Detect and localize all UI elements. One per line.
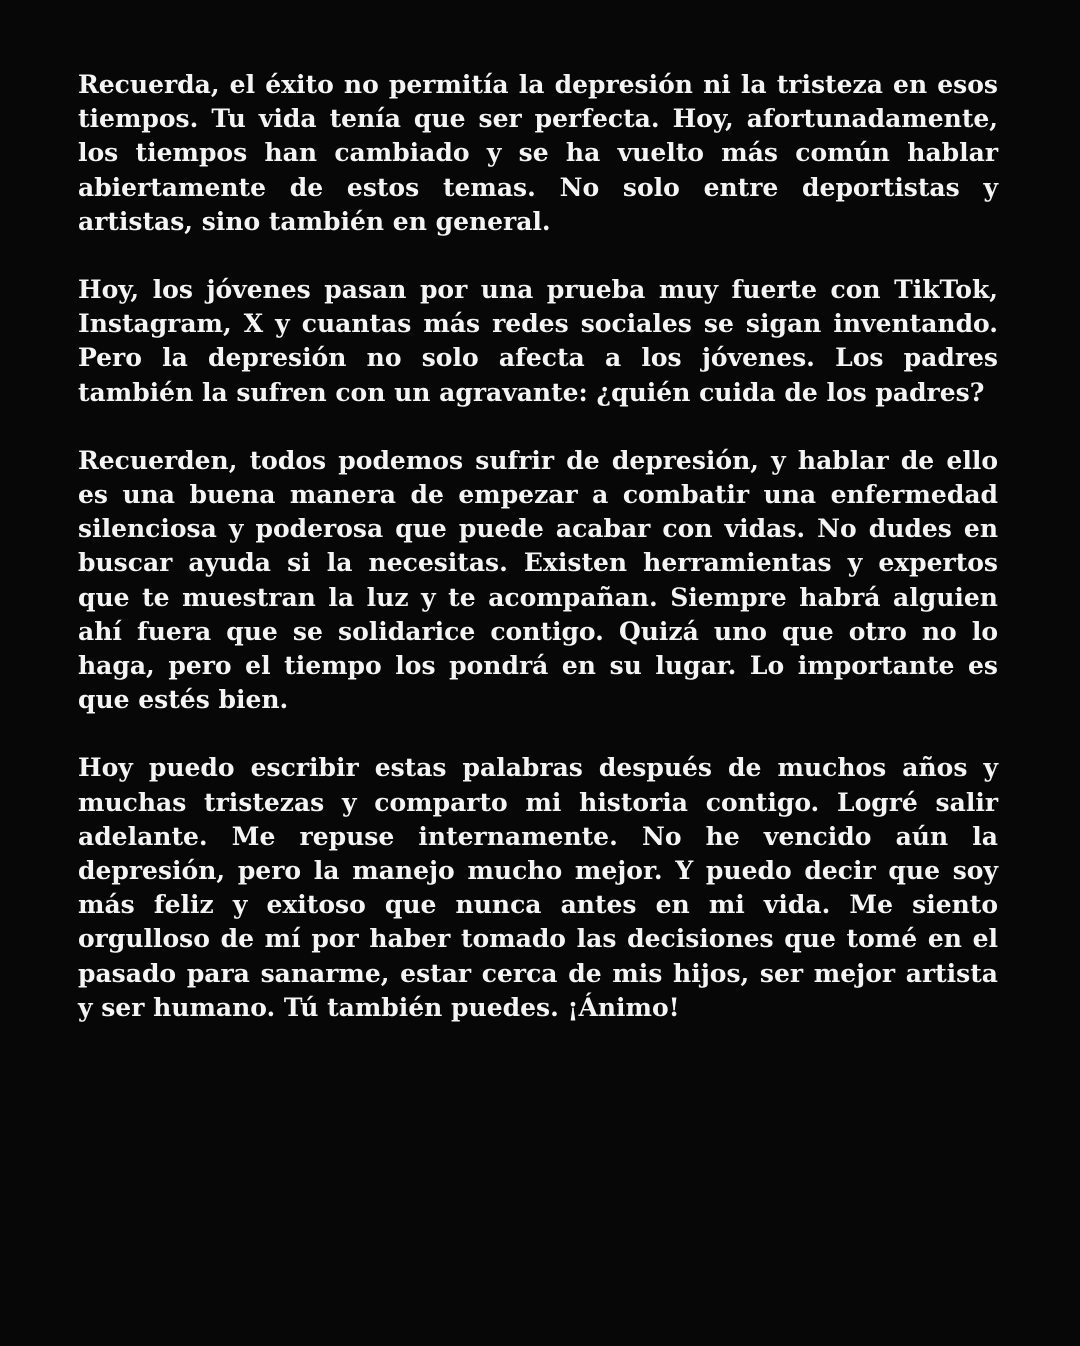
paragraph-4: Hoy puedo escribir estas palabras después de muchos años y muchas tristezas y comparto mi historia contigo. Logré salir adelante. Me repuse internamente. No he vencido aún la depresión, pero la manejo mucho mejor. Y puedo decir que soy más feliz y exitoso que nunca antes en mi vida. Me siento orgulloso de mí por haber tomado las decisiones que tomé en el pasado para sanarme, estar cerca de mis hijos, ser mejor artista y ser humano. Tú también puedes. ¡Ánimo! xyxy=(78,753,998,1022)
paragraph-2: Hoy, los jóvenes pasan por una prueba muy fuerte con TikTok, Instagram, X y cuantas más redes sociales se sigan inventando. Pero la depresión no solo afecta a los jóvenes. Los padres también la sufren con un agravante: ¿quién cuida de los padres? xyxy=(78,275,998,407)
article-text xyxy=(78,68,998,1059)
paragraph-1: Recuerda, el éxito no permitía la depresión ni la tristeza en esos tiempos. Tu vida tenía que ser perfecta. Hoy, afortunadamente, los tiempos han cambiado y se ha vuelto más común hablar abiertamente de estos temas. No solo entre deportistas y artistas, sino también en general. xyxy=(78,70,998,236)
paragraph-3: Recuerden, todos podemos sufrir de depresión, y hablar de ello es una buena manera de empezar a combatir una enfermedad silenciosa y poderosa que puede acabar con vidas. No dudes en buscar ayuda si la necesitas. Existen herramientas y expertos que te muestran la luz y te acompañan. Siempre habrá alguien ahí fuera que se solidarice contigo. Quizá uno que otro no lo haga, pero el tiempo los pondrá en su lugar. Lo importante es que estés bien. xyxy=(78,445,998,715)
